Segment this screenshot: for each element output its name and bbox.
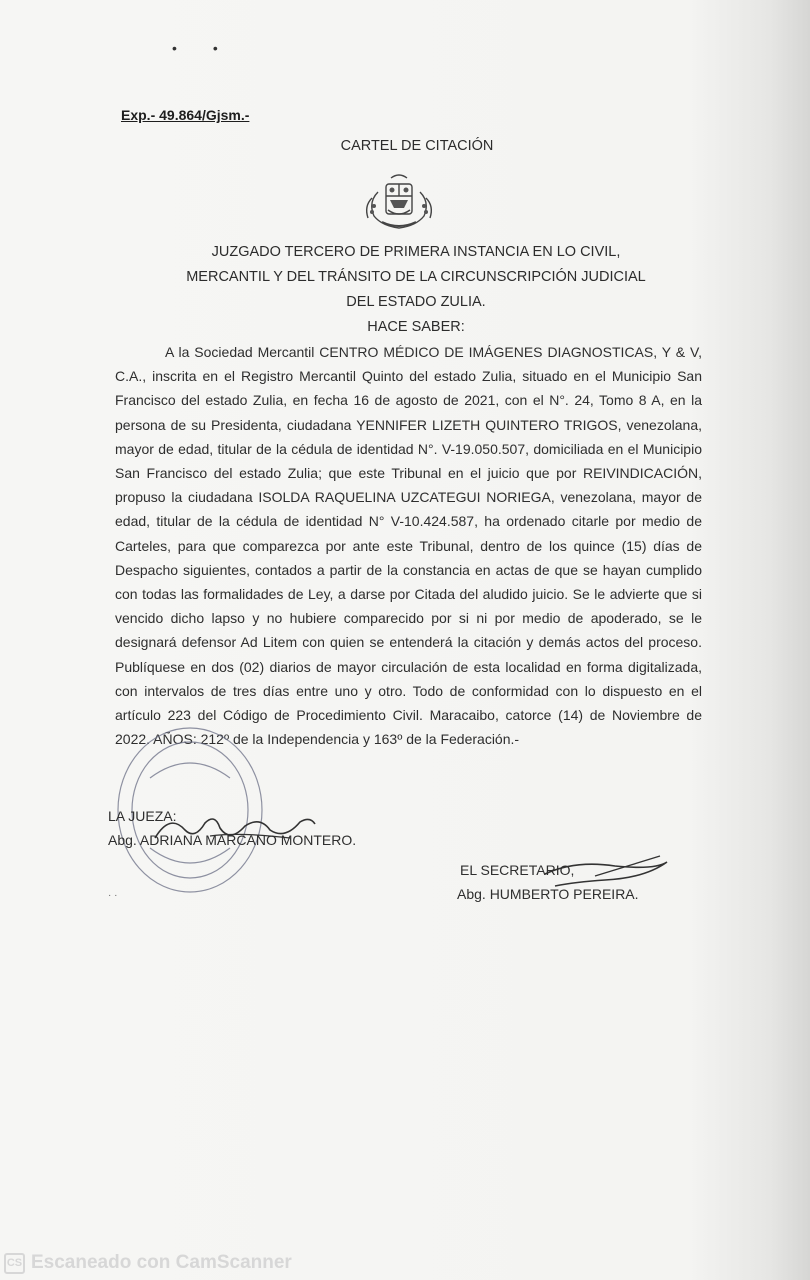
court-heading (0, 240, 810, 340)
secretario-block (457, 858, 639, 906)
camscanner-watermark (4, 1251, 292, 1275)
citation-body: A la Sociedad Mercantil CENTRO MÉDICO DE IMÁGENES DIAGNOSTICAS, Y & V, C.A., inscrita en el Registro Mercantil Quinto del estado Zulia, situado en el Municipio San Francisco del estado Zulia, en fecha 16 de agosto de 2021, con el N°. 24, Tomo 8 A, en la persona de su Presidenta, ciudadana YENNIFER LIZETH QUINTERO TRIGOS, venezolana, mayor de edad, titular de la cédula de identidad N°. V-19.050.507, domiciliada en el Municipio San Francisco del estado Zulia; que este Tribunal en el juicio que por REIVINDICACIÓN, propuso la ciudadana ISOLDA RAQUELINA UZCATEGUI NORIEGA, venezolana, mayor de edad, titular de la cédula de identidad N° V-10.424.587, ha ordenado citarle por medio de Carteles, para que comparezca por ante este Tribunal, dentro de los quince (15) días de Despacho siguientes, contados a partir de la constancia en actas de que se hayan cumplido con todas las formalidades de Ley, a darse por Citada del aludido juicio. Se le advierte que si vencido dicho lapso y no hubiere comparecido por si ni por medio de apoderado, se le designará defensor Ad Litem con quien se entenderá la citación y demás actos del proceso. Publíquese en dos (02) diarios de mayor circulación de esta localidad en forma digitalizada, con intervalos de tres días entre uno y otro. Todo de conformidad con lo dispuesto en el artículo 223 del Código de Procedimiento Civil. Maracaibo, catorce (14) de Noviembre de 2022. AÑOS: 212º de la Independencia y 163º de la Federación.- (115, 344, 702, 748)
jueza-name: Abg. ADRIANA MARCANO MONTERO. (108, 832, 357, 848)
jueza-label: LA JUEZA: (108, 808, 177, 824)
secretario-label: EL SECRETARIO, (460, 862, 575, 878)
court-line-1: JUZGADO TERCERO DE PRIMERA INSTANCIA EN LO CIVIL, (211, 244, 621, 260)
camscanner-logo-icon: CS (4, 1253, 25, 1274)
scan-specks: •• (172, 40, 254, 56)
expediente-number: Exp.- 49.864/Gjsm.- (121, 107, 250, 123)
document-title: CARTEL DE CITACIÓN (340, 138, 494, 154)
hace-saber: HACE SABER: (367, 319, 465, 335)
jueza-block (108, 804, 356, 852)
court-line-2: MERCANTIL Y DEL TRÁNSITO DE LA CIRCUNSCRIPCIÓN JUDICIAL (186, 269, 646, 285)
secretario-name: Abg. HUMBERTO PEREIRA. (457, 886, 639, 902)
court-line-3: DEL ESTADO ZULIA. (346, 294, 486, 310)
camscanner-label: Escaneado con CamScanner (31, 1252, 292, 1273)
scan-marks: · · (108, 890, 118, 901)
coat-of-arms-seal (358, 170, 440, 232)
